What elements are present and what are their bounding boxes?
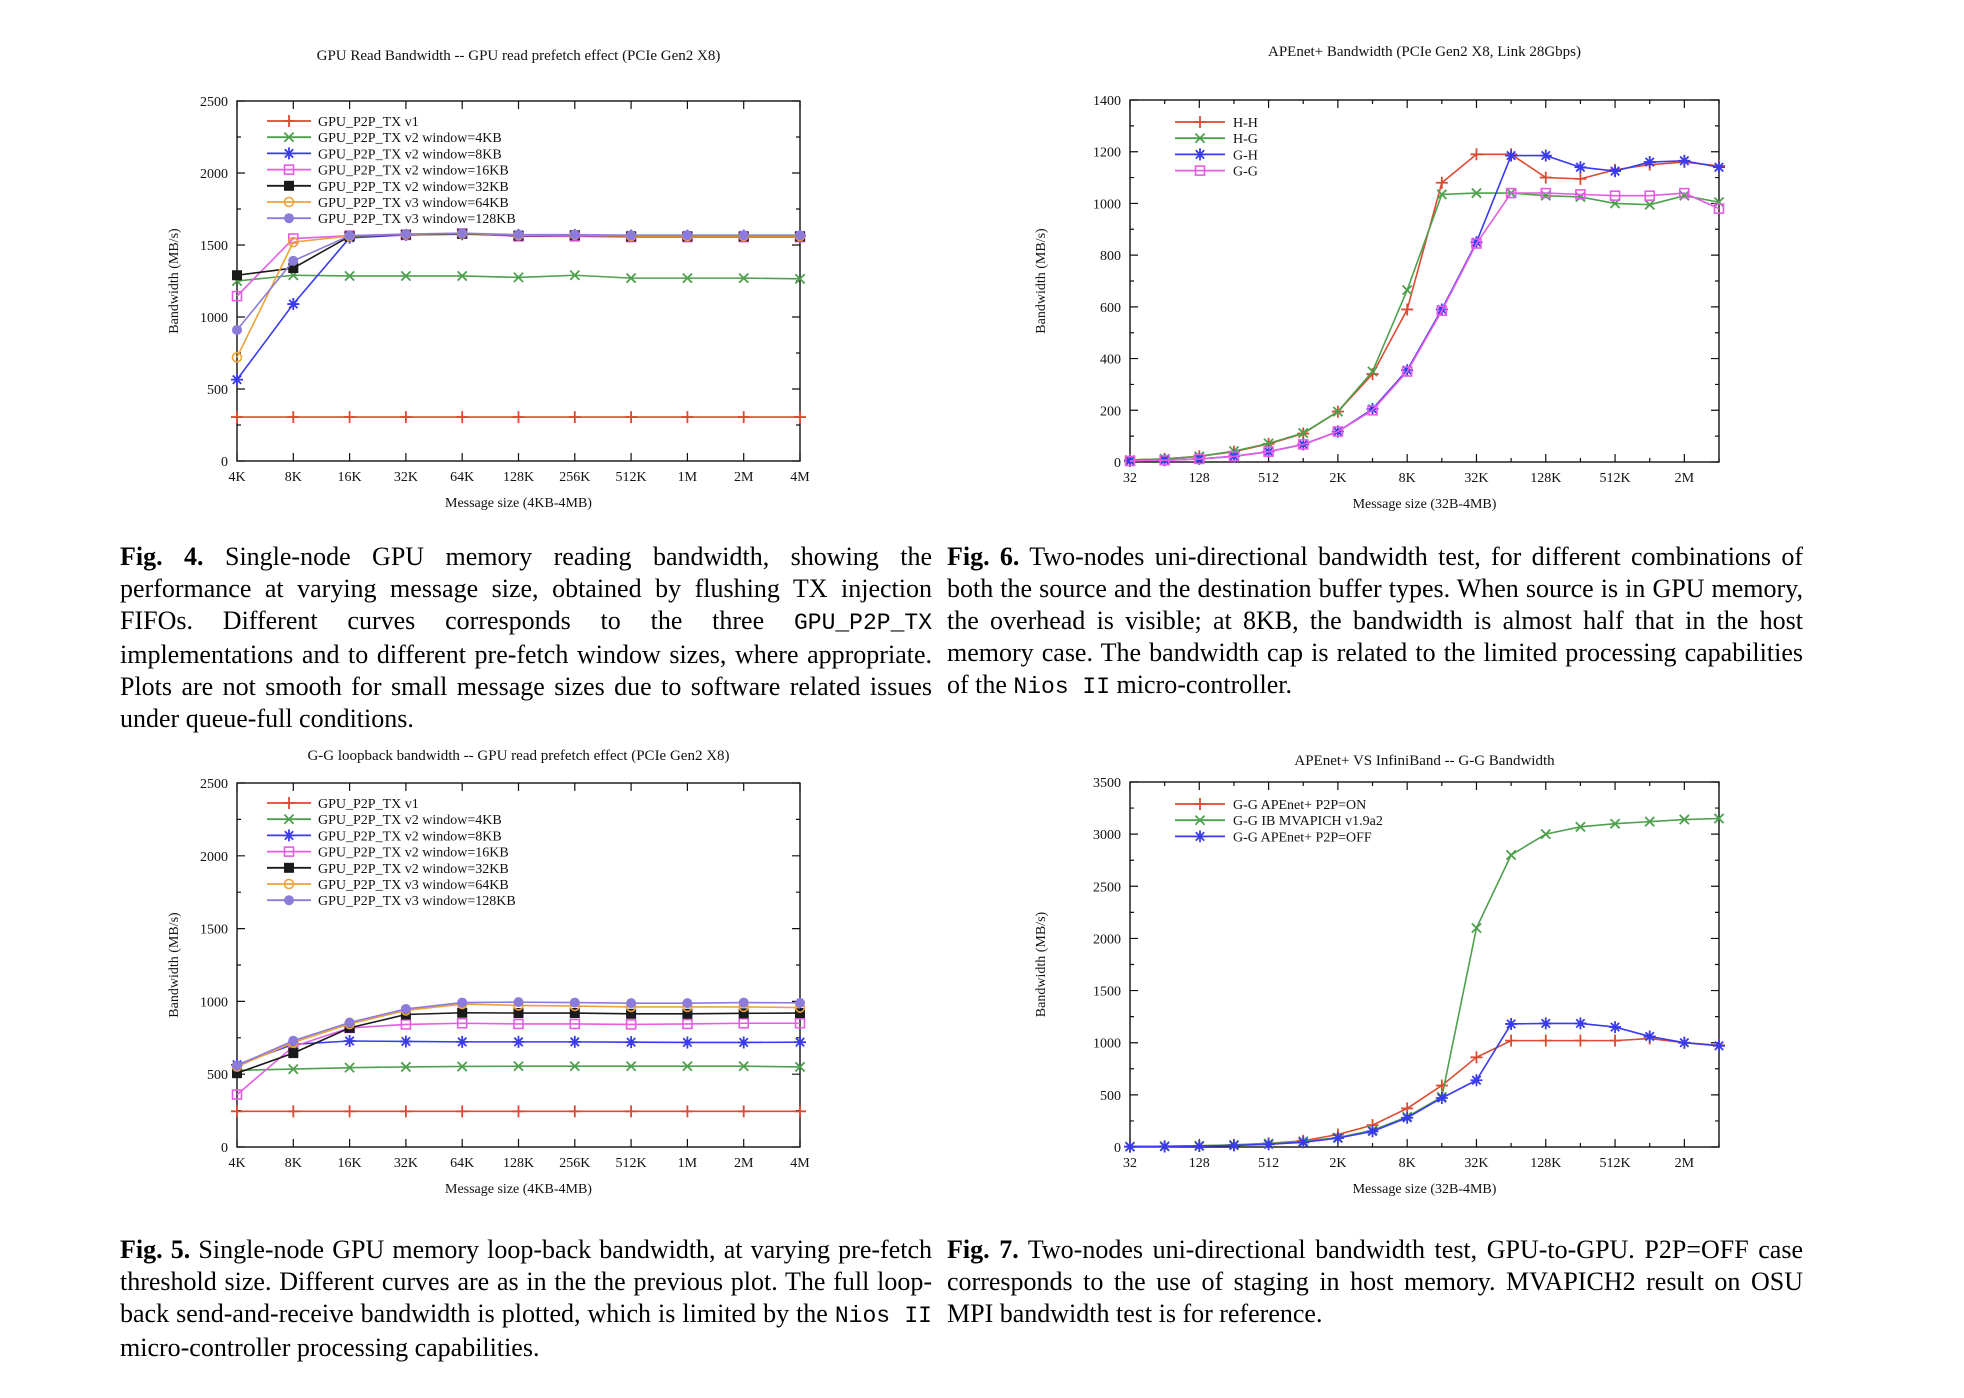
svg-text:2000: 2000 — [200, 167, 228, 182]
svg-text:2M: 2M — [733, 1156, 754, 1171]
svg-text:GPU_P2P_TX v1: GPU_P2P_TX v1 — [318, 797, 419, 812]
svg-text:Message size (32B-4MB): Message size (32B-4MB) — [1352, 497, 1497, 512]
figure-4-chart — [100, 44, 940, 524]
svg-text:512: 512 — [1258, 471, 1280, 486]
figure-6-caption: Fig. 6. Two-nodes uni-directional bandwidth test, for different combinations of both the source and the destination buffer types. When source is in GPU memory, the overhead is visible; at 8KB, the bandwidth is almost half that in the host memory case. The bandwidth cap is related to the limited processing capabilities of the Nios II micro-controller. — [947, 542, 1803, 700]
svg-text:128K: 128K — [502, 470, 535, 485]
svg-text:1200: 1200 — [1093, 145, 1121, 161]
svg-text:1000: 1000 — [200, 995, 228, 1011]
svg-text:G-H: G-H — [1233, 148, 1258, 164]
svg-text:H-H: H-H — [1233, 116, 1258, 131]
svg-text:Bandwidth (MB/s): Bandwidth (MB/s) — [1034, 911, 1049, 1018]
svg-text:GPU_P2P_TX v3 window=128KB: GPU_P2P_TX v3 window=128KB — [318, 894, 516, 910]
svg-text:2M: 2M — [1674, 471, 1695, 486]
svg-text:400: 400 — [1100, 352, 1121, 368]
svg-text:256K: 256K — [559, 1156, 591, 1171]
svg-text:0: 0 — [1114, 1141, 1121, 1156]
svg-text:64K: 64K — [450, 470, 475, 485]
svg-text:G-G loopback bandwidth -- GPU: G-G loopback bandwidth -- GPU read prefetch effect (PCIe Gen2 X8) — [307, 748, 730, 764]
svg-text:8K: 8K — [284, 470, 302, 485]
svg-text:Bandwidth (MB/s): Bandwidth (MB/s) — [167, 228, 182, 334]
svg-text:512K: 512K — [615, 1156, 647, 1171]
svg-text:GPU_P2P_TX v3 window=128KB: GPU_P2P_TX v3 window=128KB — [318, 212, 516, 228]
svg-text:128K: 128K — [502, 1156, 535, 1171]
svg-text:GPU_P2P_TX v2 window=32KB: GPU_P2P_TX v2 window=32KB — [318, 861, 509, 877]
svg-text:GPU_P2P_TX v2 window=8KB: GPU_P2P_TX v2 window=8KB — [318, 147, 502, 163]
svg-text:512K: 512K — [1599, 471, 1631, 486]
svg-text:2500: 2500 — [200, 777, 228, 792]
svg-text:200: 200 — [1100, 404, 1121, 420]
svg-text:1000: 1000 — [200, 311, 228, 326]
svg-text:0: 0 — [221, 455, 228, 470]
svg-text:1500: 1500 — [200, 239, 228, 254]
svg-text:512K: 512K — [615, 470, 647, 485]
svg-text:1500: 1500 — [1093, 984, 1121, 1000]
svg-text:8K: 8K — [1398, 1156, 1416, 1171]
svg-text:4M: 4M — [790, 470, 810, 485]
svg-text:32K: 32K — [1464, 1156, 1489, 1171]
svg-text:512: 512 — [1258, 1156, 1280, 1171]
svg-text:GPU_P2P_TX v2 window=32KB: GPU_P2P_TX v2 window=32KB — [318, 179, 509, 195]
figure-7-chart — [947, 749, 1827, 1211]
svg-text:8K: 8K — [1398, 471, 1416, 486]
figure-6-chart — [947, 40, 1827, 532]
svg-text:1M: 1M — [677, 470, 698, 485]
svg-text:128: 128 — [1188, 1156, 1210, 1171]
svg-text:500: 500 — [207, 383, 228, 398]
svg-text:500: 500 — [207, 1068, 228, 1084]
svg-text:GPU_P2P_TX v2 window=16KB: GPU_P2P_TX v2 window=16KB — [318, 163, 509, 179]
figure-5-chart — [100, 744, 940, 1219]
figure-5-caption: Fig. 5. Single-node GPU memory loop-back bandwidth, at varying pre-fetch threshold size. Different curves are as in the the previous plot. The full loop-back send-and-receive bandwidth is plotted, which is limited by the Nios II micro-controller processing capabilities. — [120, 1235, 932, 1362]
figure-4-caption: Fig. 4. Single-node GPU memory reading bandwidth, showing the performance at varying message size, obtained by flushing TX injection FIFOs. Different curves corresponds to the three GPU_P2P_TX implementations and to different pre-fetch window sizes, where appropriate. Plots are not smooth for small message sizes due to software related issues under queue-full conditions. — [120, 542, 932, 733]
svg-text:G-G APEnet+ P2P=OFF: G-G APEnet+ P2P=OFF — [1233, 830, 1372, 846]
svg-text:H-G: H-G — [1233, 132, 1258, 148]
svg-text:0: 0 — [221, 1141, 228, 1156]
svg-text:4K: 4K — [228, 470, 246, 485]
svg-text:G-G IB MVAPICH v1.9a2: G-G IB MVAPICH v1.9a2 — [1233, 814, 1383, 830]
svg-text:3500: 3500 — [1093, 776, 1121, 791]
svg-text:G-G APEnet+ P2P=ON: G-G APEnet+ P2P=ON — [1233, 798, 1367, 813]
svg-text:2500: 2500 — [200, 95, 228, 110]
svg-text:GPU Read Bandwidth -- GPU read: GPU Read Bandwidth -- GPU read prefetch effect (PCIe Gen2 X8) — [316, 48, 721, 64]
svg-text:APEnet+ Bandwidth (PCIe Gen2 X: APEnet+ Bandwidth (PCIe Gen2 X8, Link 28Gbps) — [1267, 44, 1582, 60]
svg-text:GPU_P2P_TX v3 window=64KB: GPU_P2P_TX v3 window=64KB — [318, 196, 509, 211]
svg-text:4K: 4K — [228, 1156, 246, 1171]
svg-text:1000: 1000 — [1093, 1036, 1121, 1052]
svg-text:600: 600 — [1100, 300, 1121, 316]
svg-text:32K: 32K — [393, 470, 418, 485]
svg-text:128K: 128K — [1530, 471, 1562, 486]
svg-text:1400: 1400 — [1093, 94, 1121, 109]
svg-text:Message size (32B-4MB): Message size (32B-4MB) — [1352, 1182, 1497, 1197]
svg-text:64K: 64K — [450, 1156, 475, 1171]
svg-text:32: 32 — [1123, 1156, 1137, 1171]
svg-text:2K: 2K — [1329, 1156, 1347, 1171]
svg-text:GPU_P2P_TX v3 window=64KB: GPU_P2P_TX v3 window=64KB — [318, 878, 509, 893]
svg-text:G-G: G-G — [1233, 164, 1258, 180]
svg-text:APEnet+ VS InfiniBand -- G-G B: APEnet+ VS InfiniBand -- G-G Bandwidth — [1294, 753, 1555, 769]
svg-text:GPU_P2P_TX v1: GPU_P2P_TX v1 — [318, 115, 419, 130]
svg-text:Message size (4KB-4MB): Message size (4KB-4MB) — [445, 496, 592, 511]
svg-text:GPU_P2P_TX v2 window=4KB: GPU_P2P_TX v2 window=4KB — [318, 131, 502, 147]
svg-text:0: 0 — [1114, 456, 1121, 471]
svg-text:1000: 1000 — [1093, 197, 1121, 213]
svg-text:1M: 1M — [677, 1156, 698, 1171]
svg-text:16K: 16K — [337, 470, 362, 485]
svg-text:GPU_P2P_TX v2 window=16KB: GPU_P2P_TX v2 window=16KB — [318, 845, 509, 861]
svg-text:2M: 2M — [1674, 1156, 1695, 1171]
svg-text:GPU_P2P_TX v2 window=4KB: GPU_P2P_TX v2 window=4KB — [318, 813, 502, 829]
svg-text:Message size (4KB-4MB): Message size (4KB-4MB) — [445, 1182, 592, 1197]
svg-text:128: 128 — [1188, 471, 1210, 486]
svg-text:GPU_P2P_TX v2 window=8KB: GPU_P2P_TX v2 window=8KB — [318, 829, 502, 845]
svg-text:800: 800 — [1100, 249, 1121, 265]
svg-text:16K: 16K — [337, 1156, 362, 1171]
svg-text:2000: 2000 — [200, 849, 228, 865]
svg-text:Bandwidth (MB/s): Bandwidth (MB/s) — [167, 912, 182, 1018]
svg-text:256K: 256K — [559, 470, 591, 485]
svg-text:512K: 512K — [1599, 1156, 1631, 1171]
svg-text:2K: 2K — [1329, 471, 1347, 486]
svg-text:32: 32 — [1123, 471, 1137, 486]
svg-text:2M: 2M — [733, 470, 754, 485]
svg-text:128K: 128K — [1530, 1156, 1562, 1171]
svg-text:32K: 32K — [1464, 471, 1489, 486]
svg-text:Bandwidth (MB/s): Bandwidth (MB/s) — [1034, 228, 1049, 334]
figure-7-caption: Fig. 7. Two-nodes uni-directional bandwidth test, GPU-to-GPU. P2P=OFF case corresponds to the use of staging in host memory. MVAPICH2 result on OSU MPI bandwidth test is for reference. — [947, 1235, 1804, 1328]
svg-text:2000: 2000 — [1093, 932, 1121, 948]
svg-text:2500: 2500 — [1093, 880, 1121, 896]
svg-text:32K: 32K — [393, 1156, 418, 1171]
svg-text:500: 500 — [1100, 1088, 1121, 1104]
svg-text:1500: 1500 — [200, 922, 228, 938]
svg-text:4M: 4M — [790, 1156, 810, 1171]
svg-text:3000: 3000 — [1093, 828, 1121, 844]
svg-text:8K: 8K — [284, 1156, 302, 1171]
